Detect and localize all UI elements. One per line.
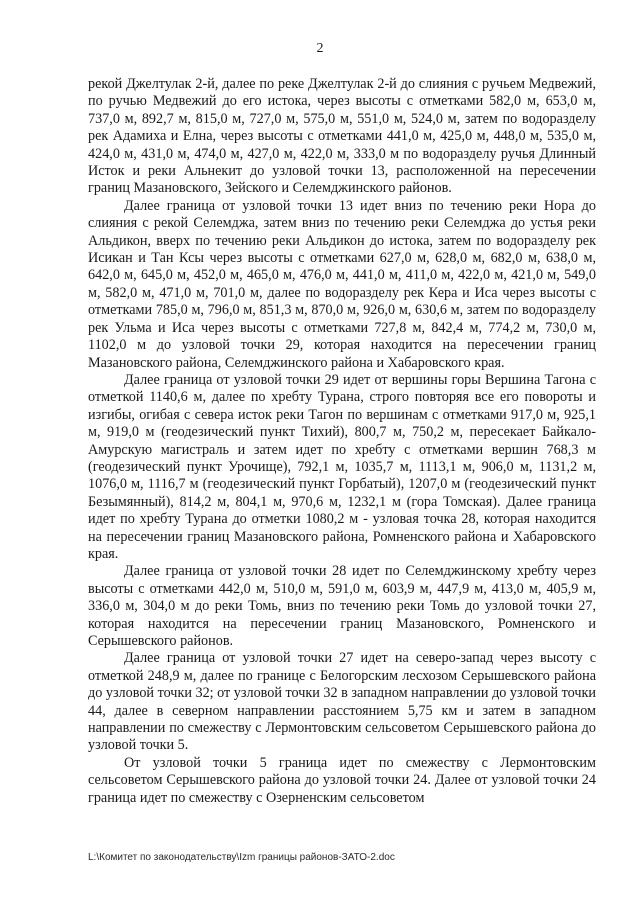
paragraph: Далее граница от узловой точки 27 идет на северо-запад через высоту с отметкой 248,9 м, далее по границе с Белогорским лесхозом Серышевского района до узловой точки 32; от узловой точки 32 в западном направлении до узловой точки 44, далее в северном направлении расстоянием 5,75 км и затем в западном направлении по смежеству с Лермонтовским сельсоветом Серышевского района до узловой точки 5. — [88, 650, 596, 754]
paragraph: Далее граница от узловой точки 13 идет вниз по течению реки Нора до слияния с рекой Селемджа, затем вниз по течению реки Селемджа до устья реки Альдикон, вверх по течению реки Альдикон до истока, затем по водоразделу рек Исикан и Тан Ксы через высоты с отметками 627,0 м, 628,0 м, 682,0 м, 638,0 м, 642,0 м, 645,0 м, 452,0 м, 465,0 м, 476,0 м, 441,0 м, 411,0 м, 422,0 м, 421,0 м, 549,0 м, 582,0 м, 471,0 м, 701,0 м, далее по водоразделу рек Кера и Иса через высоты с отметками 785,0 м, 796,0 м, 851,3 м, 870,0 м, 926,0 м, 630,6 м, затем по водоразделу рек Ульма и Иса через высоты с отметками 727,8 м, 842,4 м, 774,2 м, 730,0 м, 1102,0 м до узловой точки 29, которая находится на пересечении границ Мазановского района, Селемджинского района и Хабаровского края. — [88, 197, 596, 371]
paragraph: рекой Джелтулак 2-й, далее по реке Джелтулак 2-й до слияния с ручьем Медвежий, по ручью Медвежий до его истока, через высоты с отметками 582,0 м, 653,0 м, 737,0 м, 892,7 м, 815,0 м, 727,0 м, 575,0 м, 551,0 м, 524,0 м, затем по водоразделу рек Адамиха и Елна, через высоты с отметками 441,0 м, 425,0 м, 448,0 м, 535,0 м, 424,0 м, 431,0 м, 474,0 м, 427,0 м, 422,0 м, 333,0 м по водоразделу ручья Длинный Исток и реки Альнекит до узловой точки 13, расположенной на пересечении границ Мазановского, Зейского и Селемджинского районов. — [88, 76, 596, 197]
paragraph: От узловой точки 5 граница идет по смежеству с Лермонтовским сельсоветом Серышевского района до узловой точки 24. Далее от узловой точки 24 граница идет по смежеству с Озерненским сельсоветом — [88, 754, 596, 806]
footer-file-path: L:\Комитет по законодательству\Izm границы районов-ЗАТО-2.doc — [88, 852, 395, 863]
document-body — [88, 76, 596, 807]
page-number: 2 — [316, 41, 324, 56]
paragraph: Далее граница от узловой точки 29 идет от вершины горы Вершина Тагона с отметкой 1140,6 м, далее по хребту Турана, строго повторяя все его повороты и изгибы, огибая с севера исток реки Тагон по вершинам с отметками 917,0 м, 925,1 м, 919,0 м (геодезический пункт Тихий), 800,7 м, 750,2 м, пересекает Байкало-Амурскую магистраль и затем идет по хребту с отметками вершин 768,3 м (геодезический пункт Урочище), 792,1 м, 1035,7 м, 1113,1 м, 906,0 м, 1131,2 м, 1076,0 м, 1116,7 м (геодезический пункт Горбатый), 1207,0 м (геодезический пункт Безымянный), 814,2 м, 804,1 м, 970,6 м, 1232,1 м (гора Томская). Далее граница идет по хребту Турана до отметки 1080,2 м - узловая точка 28, которая находится на пересечении границ Мазановского района, Ромненского района и Хабаровского края. — [88, 371, 596, 562]
paragraph: Далее граница от узловой точки 28 идет по Селемджинскому хребту через высоты с отметками 442,0 м, 510,0 м, 591,0 м, 603,9 м, 447,9 м, 413,0 м, 405,9 м, 336,0 м, 304,0 м до реки Томь, вниз по течению реки Томь до узловой точки 27, которая находится на пересечении границ Мазановского, Ромненского и Серышевского районов. — [88, 563, 596, 649]
